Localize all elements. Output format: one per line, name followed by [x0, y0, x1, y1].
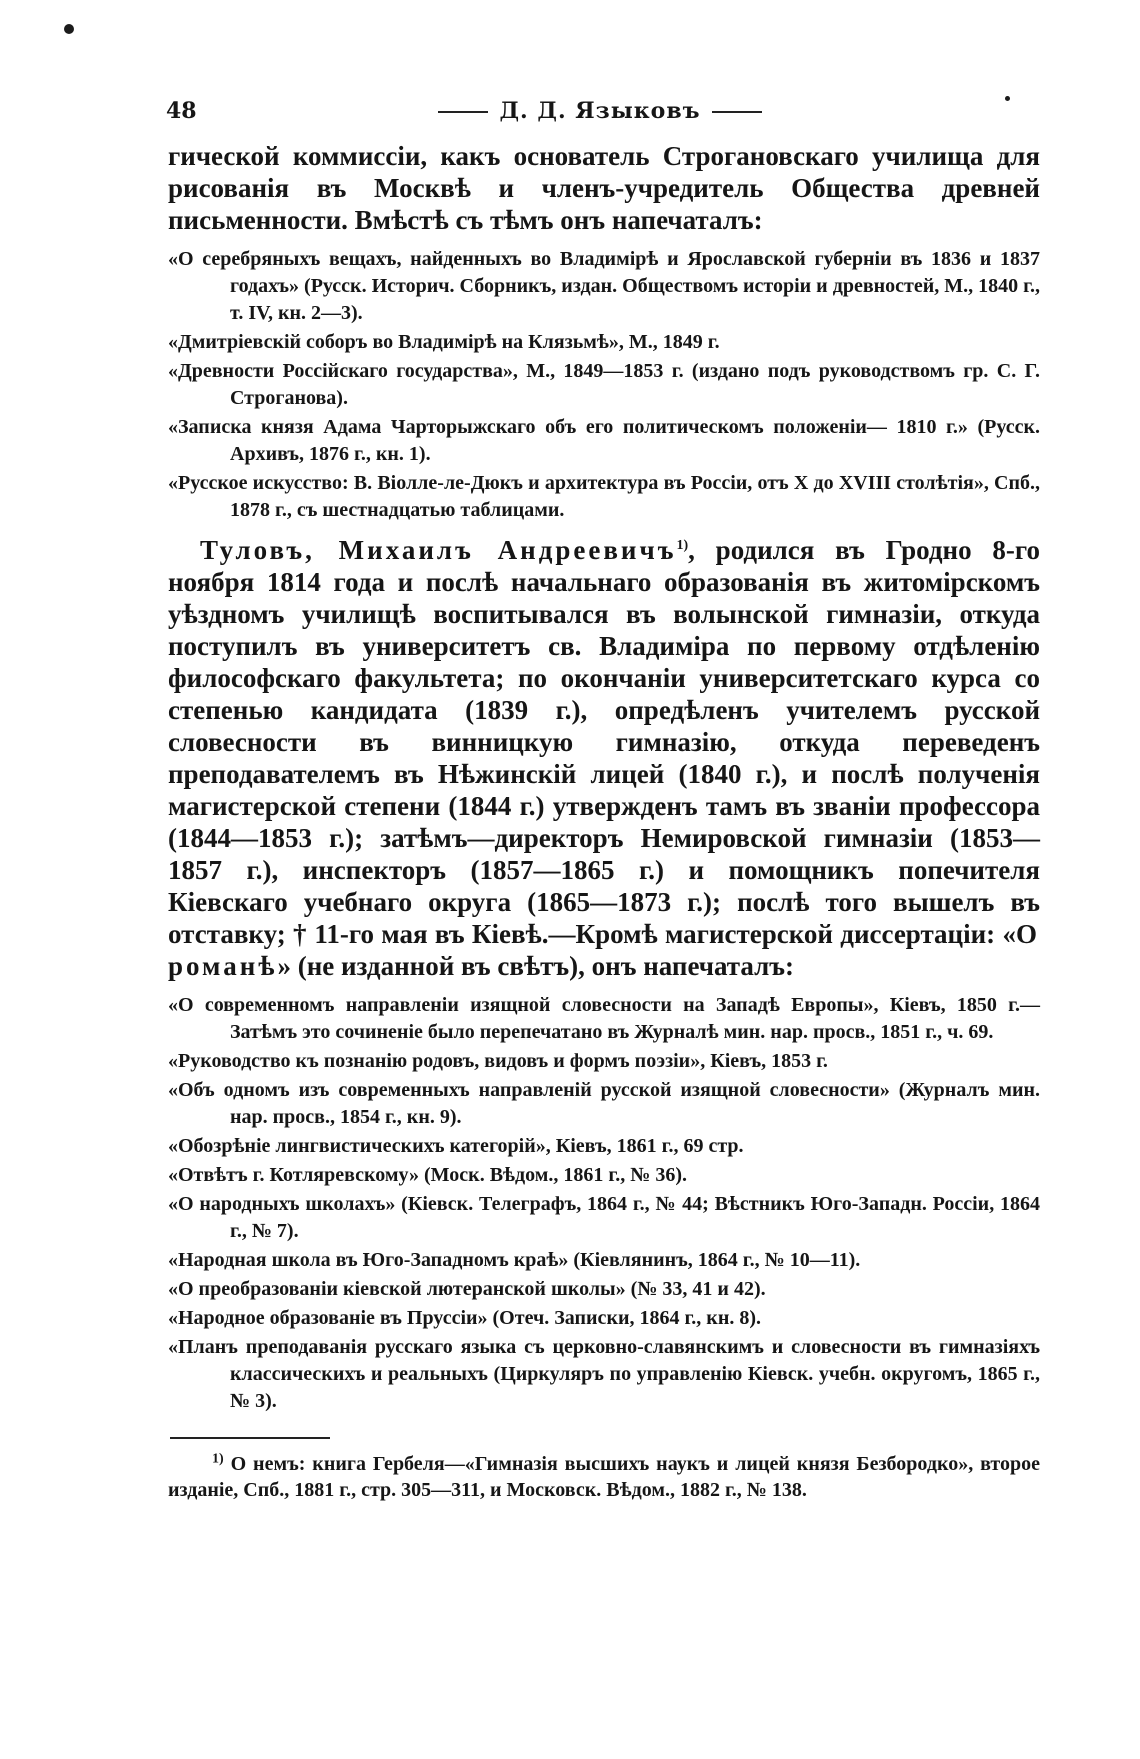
footnote: [168, 1451, 1040, 1503]
footnote-rule: [170, 1437, 330, 1439]
bibliography-entry: «Народное образованіе въ Пруссіи» (Отеч. Записки, 1864 г., кн. 8).: [168, 1307, 762, 1329]
bibliography-entry: «О современномъ направленіи изящной словесности на Западѣ Европы», Кіевъ, 1850 г.—Затѣмъ это сочиненіе было перепечатано въ Журналѣ мин. нар. просв., 1851 г., ч. 69.: [168, 994, 1040, 1043]
page-number: 48: [166, 98, 197, 124]
bibliography-entry: «Обозрѣніе лингвистическихъ категорій», Кіевъ, 1861 г., 69 стр.: [168, 1135, 744, 1157]
bibliography-entry: «Народная школа въ Юго-Западномъ краѣ» (Кіевлянинъ, 1864 г., № 10—11).: [168, 1249, 861, 1271]
footnote-reference: 1): [676, 538, 689, 553]
article-heading-name: Туловъ, Михаилъ Андреевичъ: [200, 535, 677, 565]
bibliography-list-1: [168, 246, 1040, 524]
running-title: [160, 98, 1040, 124]
article-text-1: , родился въ Гродно 8-го ноября 1814 года и послѣ начальнаго образованія въ житомірскомъ уѣздномъ училищѣ воспитывался въ волынской гимназіи, откуда поступилъ въ университетъ св. Владиміра по первому отдѣленію философскаго факультета; по окончаніи университетскаго курса со степенью кандидата (1839 г.), опредѣленъ учителемъ русской словесности въ винницкую гимназію, откуда переведенъ преподавателемъ въ Нѣжинскій лицей (1840 г.), и послѣ полученія магистерской степени (1844 г.) утвержденъ тамъ въ званіи профессора (1844—1853 г.); затѣмъ—директоръ Немировской гимназіи (1853—1857 г.), инспекторъ (1857—1865 г.) и помощникъ попечителя Кіевскаго учебнаго округа (1865—1873 г.); послѣ того вышелъ въ отставку; † 11-го мая въ Кіевѣ.—Кромѣ магистерской диссертаціи: «: [168, 535, 1040, 949]
bibliography-entry: «Дмитріевскій соборъ во Владимірѣ на Клязьмѣ», М., 1849 г.: [168, 331, 720, 353]
bibliography-entry: «Записка князя Адама Чарторыжскаго объ его политическомъ положеніи— 1810 г.» (Русск. Архивъ, 1876 г., кн. 1).: [168, 416, 1040, 465]
bibliography-entry: «О народныхъ школахъ» (Кіевск. Телеграфъ, 1864 г., № 44; Вѣстникъ Юго-Западн. Россіи, 1864 г., № 7).: [168, 1193, 1040, 1242]
scan-speck: [64, 24, 74, 34]
bibliography-list-2: [168, 992, 1040, 1415]
bibliography-entry: «Отвѣтъ г. Котляревскому» (Моск. Вѣдом., 1861 г., № 36).: [168, 1164, 687, 1186]
bibliography-entry: «О серебряныхъ вещахъ, найденныхъ во Владимірѣ и Ярославской губерніи въ 1836 и 1837 годахъ» (Русск. Историч. Сборникъ, издан. Обществомъ исторіи и древностей, М., 1840 г., т. IV, кн. 2—3).: [168, 248, 1040, 324]
bibliography-entry: «Объ одномъ изъ современныхъ направленій русской изящной словесности» (Журналъ мин. нар. просв., 1854 г., кн. 9).: [168, 1079, 1040, 1128]
page-header: [160, 98, 1040, 132]
title-rule-right: [712, 111, 762, 113]
bibliography-entry: «Руководство къ познанію родовъ, видовъ и формъ поэзіи», Кіевъ, 1853 г.: [168, 1050, 828, 1072]
title-rule-left: [438, 111, 488, 113]
bibliography-entry: «Планъ преподаванія русскаго языка съ церковно-славянскимъ и словесности въ гимназіяхъ классическихъ и реальныхъ (Циркуляръ по управленію Кіевск. учебн. округомъ, 1865 г., № 3).: [168, 1336, 1040, 1412]
footnote-marker: 1): [212, 1451, 224, 1467]
intro-paragraph: гической коммиссіи, какъ основатель Строгановскаго училища для рисованія въ Москвѣ и членъ-учредитель Общества древней письменности. Вмѣстѣ съ тѣмъ онъ напечаталъ:: [168, 141, 1040, 235]
dissertation-title: О романѣ: [168, 919, 1040, 981]
footnote-text: О немъ: книга Гербеля—«Гимназія высшихъ наукъ и лицей князя Безбородко», второе изданіе, Спб., 1881 г., стр. 305—311, и Московск. Вѣдом., 1882 г., № 138.: [168, 1453, 1040, 1501]
bibliography-entry: «Древности Россійскаго государства», М., 1849—1853 г. (издано подъ руководствомъ гр. С. Г. Строганова).: [168, 360, 1040, 409]
bibliography-entry: «О преобразованіи кіевской лютеранской школы» (№ 33, 41 и 42).: [168, 1278, 766, 1300]
article-paragraph: [168, 534, 1040, 982]
article-text-2: » (не изданной въ свѣтъ), онъ напечаталъ:: [277, 951, 795, 981]
page-body: [168, 140, 1040, 1503]
running-title-text: Д. Д. Языковъ: [499, 98, 701, 124]
bibliography-entry: «Русское искусство: В. Віолле-ле-Дюкъ и архитектура въ Россіи, отъ X до XVIII столѣтія», Спб., 1878 г., съ шестнадцатью таблицами.: [168, 472, 1040, 521]
